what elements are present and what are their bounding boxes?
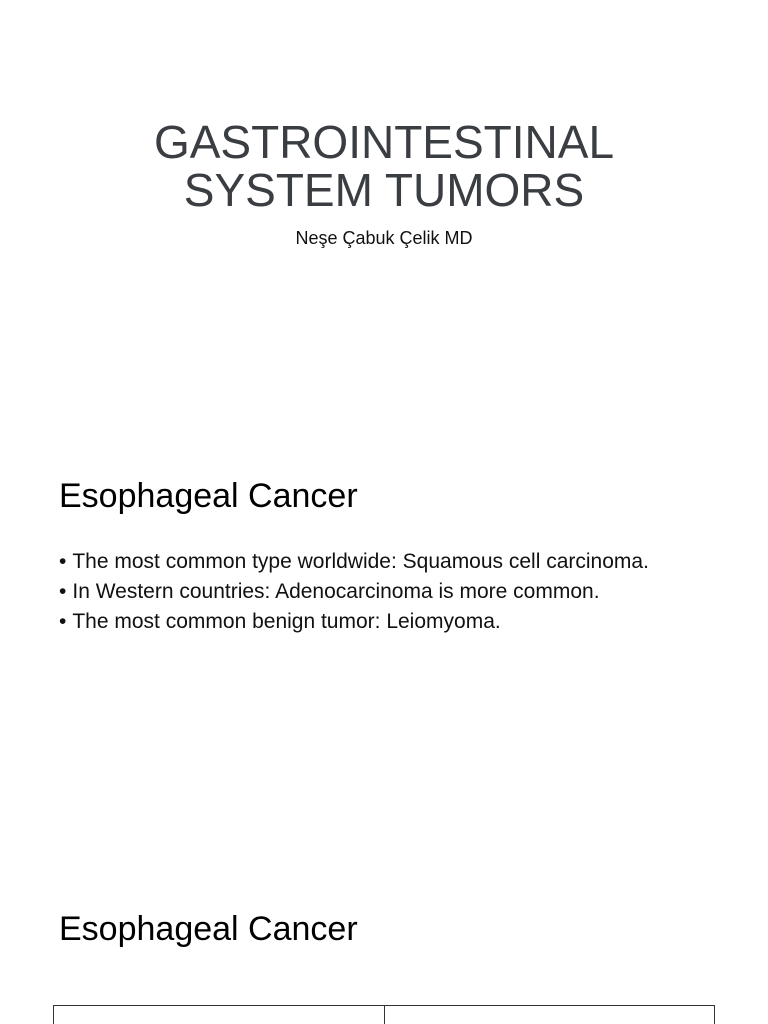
list-item — [59, 577, 649, 607]
section-heading-esophageal-cancer: Esophageal Cancer — [59, 477, 358, 515]
bullet-list — [59, 547, 649, 637]
bullet-marker: • — [59, 550, 67, 573]
author-name: Neşe Çabuk Çelik MD — [295, 228, 473, 248]
table-cell — [54, 1006, 384, 1024]
list-item-text: In Western countries: Adenocarcinoma is more common. — [72, 580, 600, 603]
list-item — [59, 547, 649, 577]
bullet-marker: • — [59, 580, 67, 603]
title-line-1: GASTROINTESTINAL — [153, 116, 615, 168]
bullet-marker: • — [59, 610, 67, 633]
list-item-text: The most common type worldwide: Squamous cell carcinoma. — [72, 550, 649, 573]
table — [53, 1005, 715, 1024]
section-heading-esophageal-cancer-2: Esophageal Cancer — [59, 910, 358, 948]
list-item — [59, 607, 649, 637]
page-title — [0, 118, 768, 214]
list-item-text: The most common benign tumor: Leiomyoma. — [72, 610, 501, 633]
table-cell — [384, 1006, 715, 1024]
title-line-2: SYSTEM TUMORS — [183, 164, 585, 216]
